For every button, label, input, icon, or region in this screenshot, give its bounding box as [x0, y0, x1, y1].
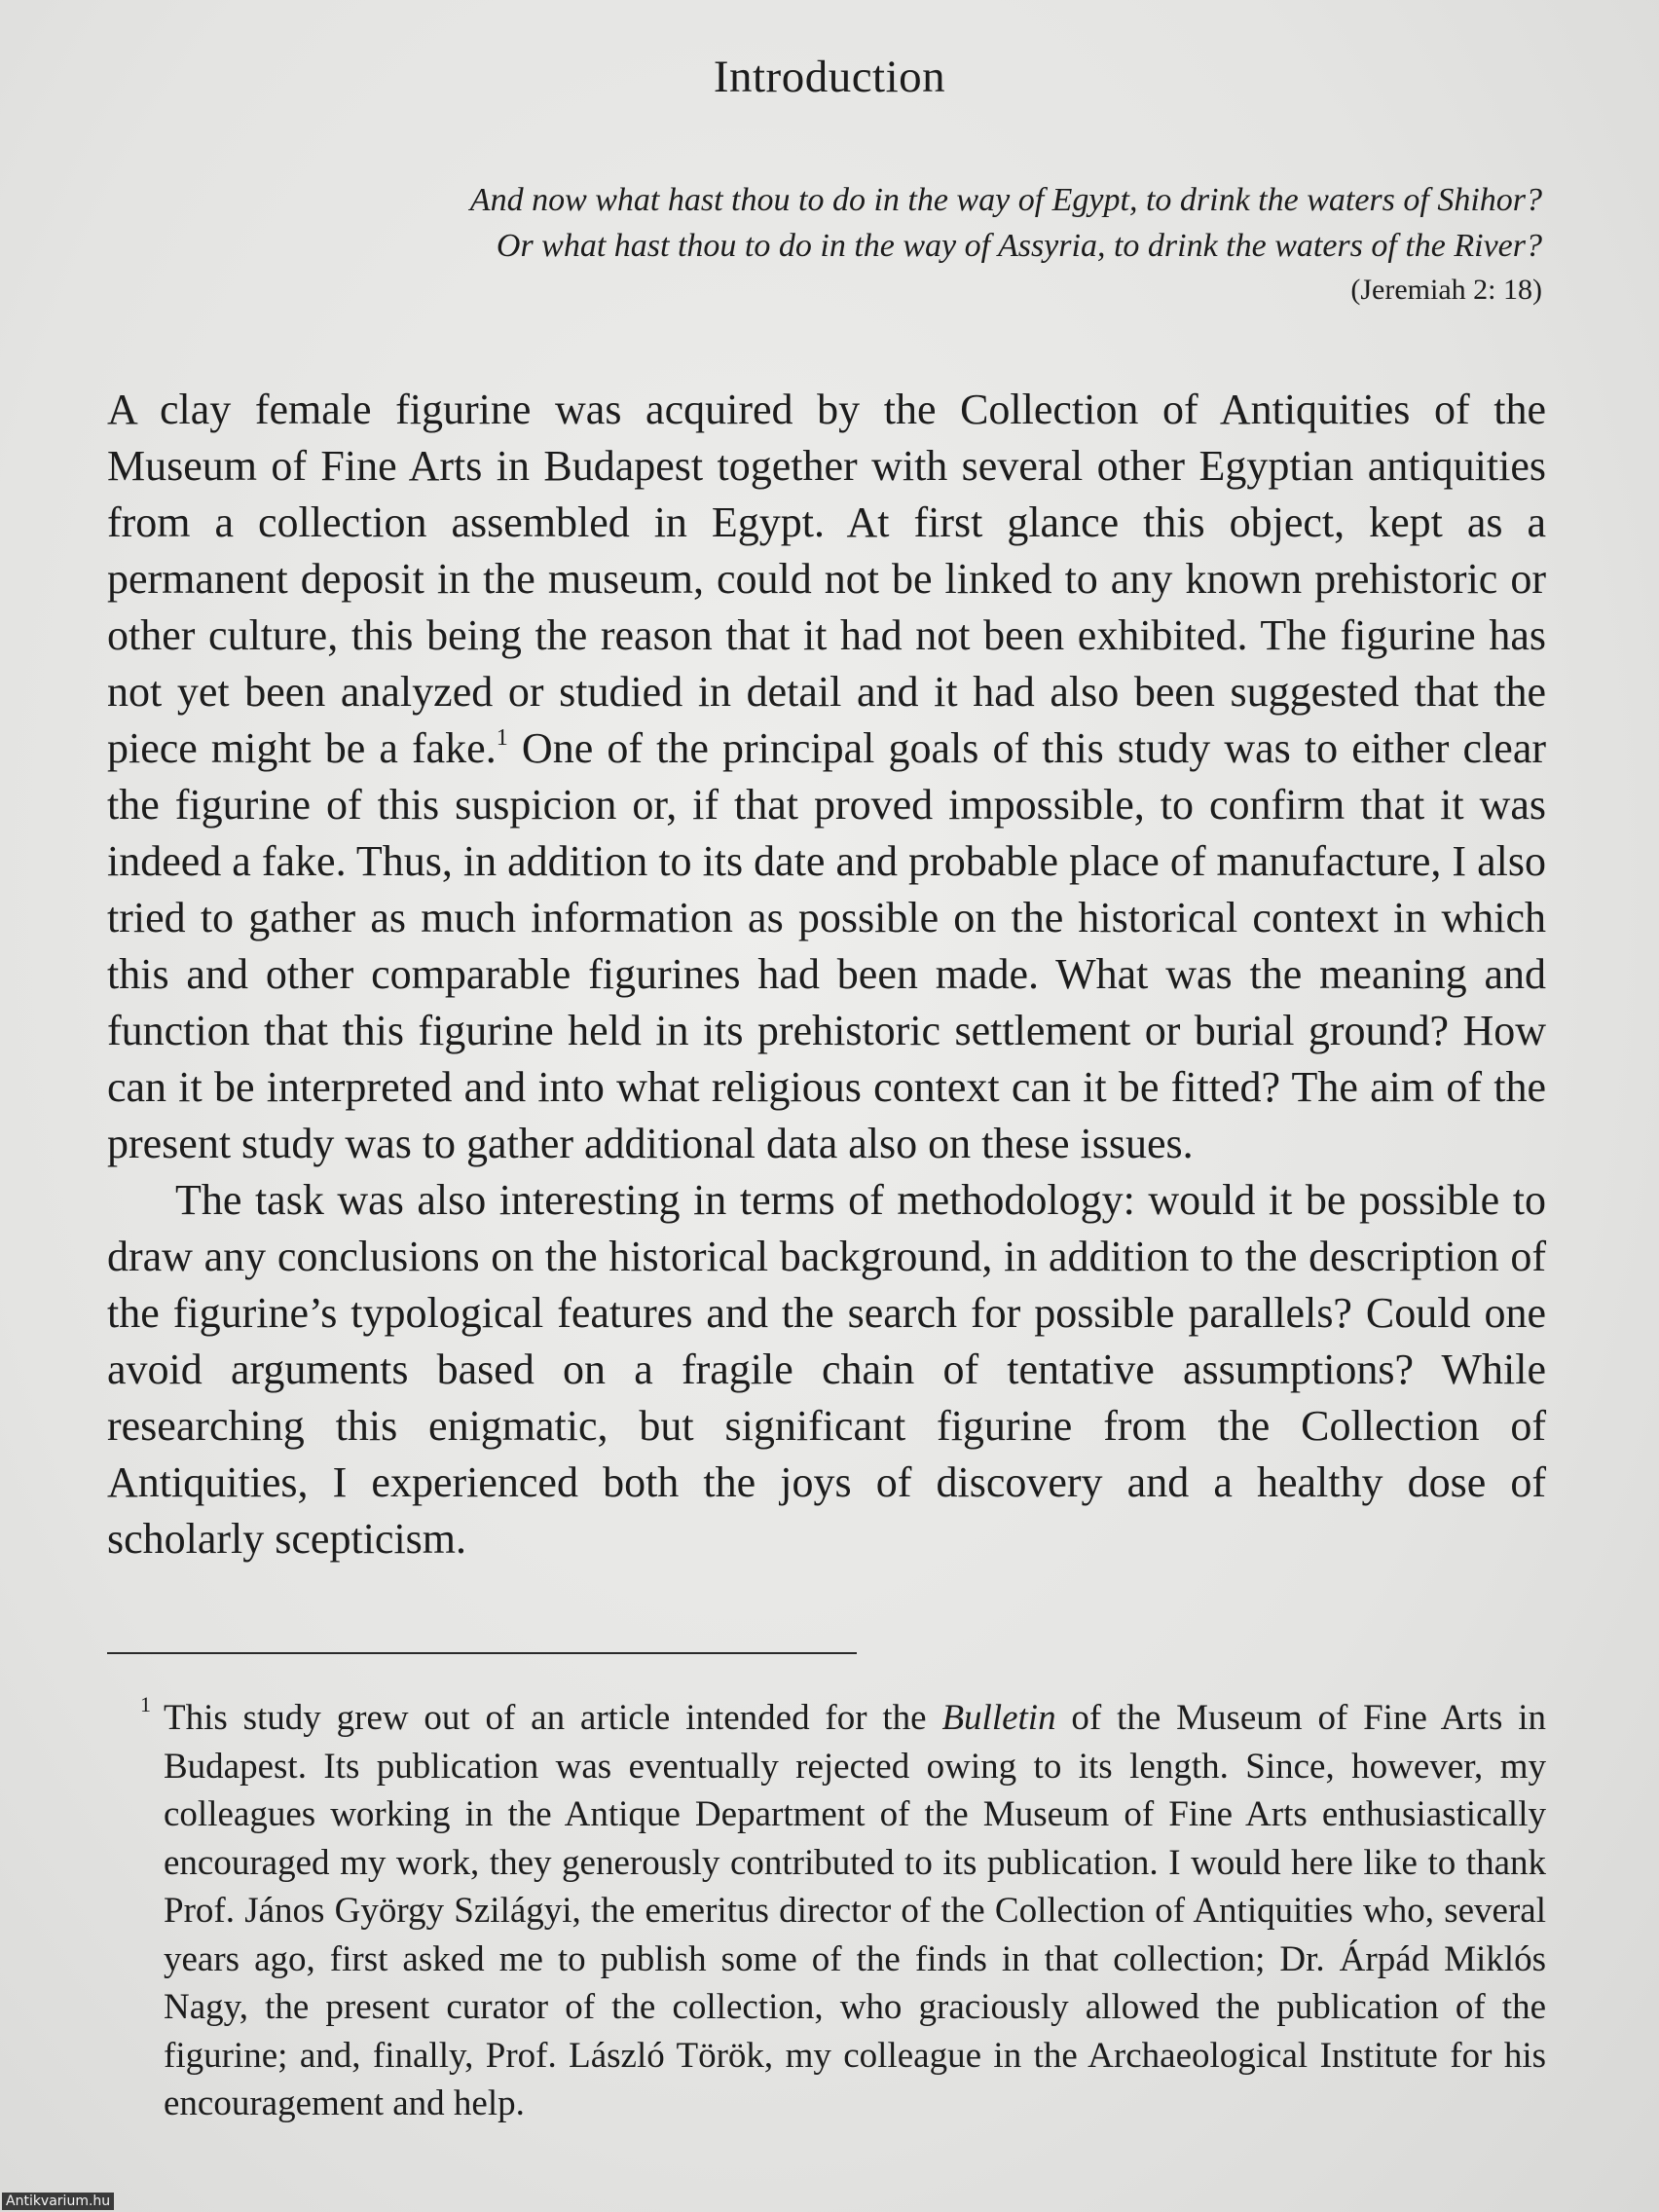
epigraph-reference: (Jeremiah 2: 18) — [1350, 274, 1542, 306]
footnote-reference: 1 — [496, 723, 508, 751]
footnote-text-a: This study grew out of an article intended for the — [164, 1698, 942, 1738]
footnote-text — [140, 1692, 1546, 2128]
epigraph-line-2: Or what hast thou to do in the way of Assyria, to drink the waters of the River? — [496, 228, 1542, 264]
body-text — [107, 382, 1546, 1567]
paragraph-2: The task was also interesting in terms of methodology: would it be possible to draw any conclusions on the historical background, in addition to the description of the figurine’s typological features and the search for possible parallels? Could one avoid arguments based on a fragile chain of tentative assumptions? While researching this enigmatic, but significant figurine from the Collection of Antiquities, I experienced both the joys of discovery and a healthy dose of scholarly scepticism. — [107, 1176, 1546, 1563]
epigraph-line-1: And now what hast thou to do in the way of Egypt, to drink the waters of Shihor? — [469, 182, 1542, 218]
footnote-mark: 1 — [140, 1692, 151, 1716]
footnote — [140, 1692, 1546, 2128]
paragraph-1 — [107, 382, 1546, 1172]
paragraph-1-text-a: A clay female figurine was acquired by the Collection of Antiquities of the Museum of Fine Arts in Budapest together with several other Egyptian antiquities from a collection assembled in Egypt. At first glance this object, kept as a permanent deposit in the museum, could not be linked to any known prehistoric or other culture, this being the reason that it had not been exhibited. The figurine has not yet been analyzed or studied in detail and it had also been suggested that the piece might be a fake. — [107, 386, 1546, 772]
footnote-italic-title: Bulletin — [941, 1698, 1056, 1738]
watermark: Antikvarium.hu — [2, 2193, 114, 2210]
footnote-divider — [107, 1652, 857, 1654]
paragraph-1-text-b: One of the principal goals of this study was to either clear the figurine of this suspicion or, if that proved impossible, to confirm that it was indeed a fake. Thus, in addition to its date and probable place of manufacture, I also tried to gather as much information as possible on the historical context in which this and other comparable figurines had been made. What was the meaning and function that this figurine held in its prehistoric settlement or burial ground? How can it be interpreted and into what religious context can it be fitted? The aim of the present study was to gather additional data also on these issues. — [107, 724, 1546, 1167]
epigraph — [276, 177, 1542, 312]
footnote-text-b: of the Museum of Fine Arts in Budapest. Its publication was eventually rejected owing to its length. Since, however, my colleagues working in the Antique Department of the Museum of Fine Arts enthusiastically encouraged my work, they generously contributed to its publication. I would here like to thank Prof. János György Szilágyi, the emeritus director of the Collection of Antiquities who, several years ago, first asked me to publish some of the finds in that collection; Dr. Árpád Miklós Nagy, the present curator of the collection, who graciously allowed the publication of the figurine; and, finally, Prof. László Török, my colleague in the Archaeological Institute for his encouragement and help. — [164, 1698, 1546, 2123]
page-title: Introduction — [713, 52, 946, 102]
